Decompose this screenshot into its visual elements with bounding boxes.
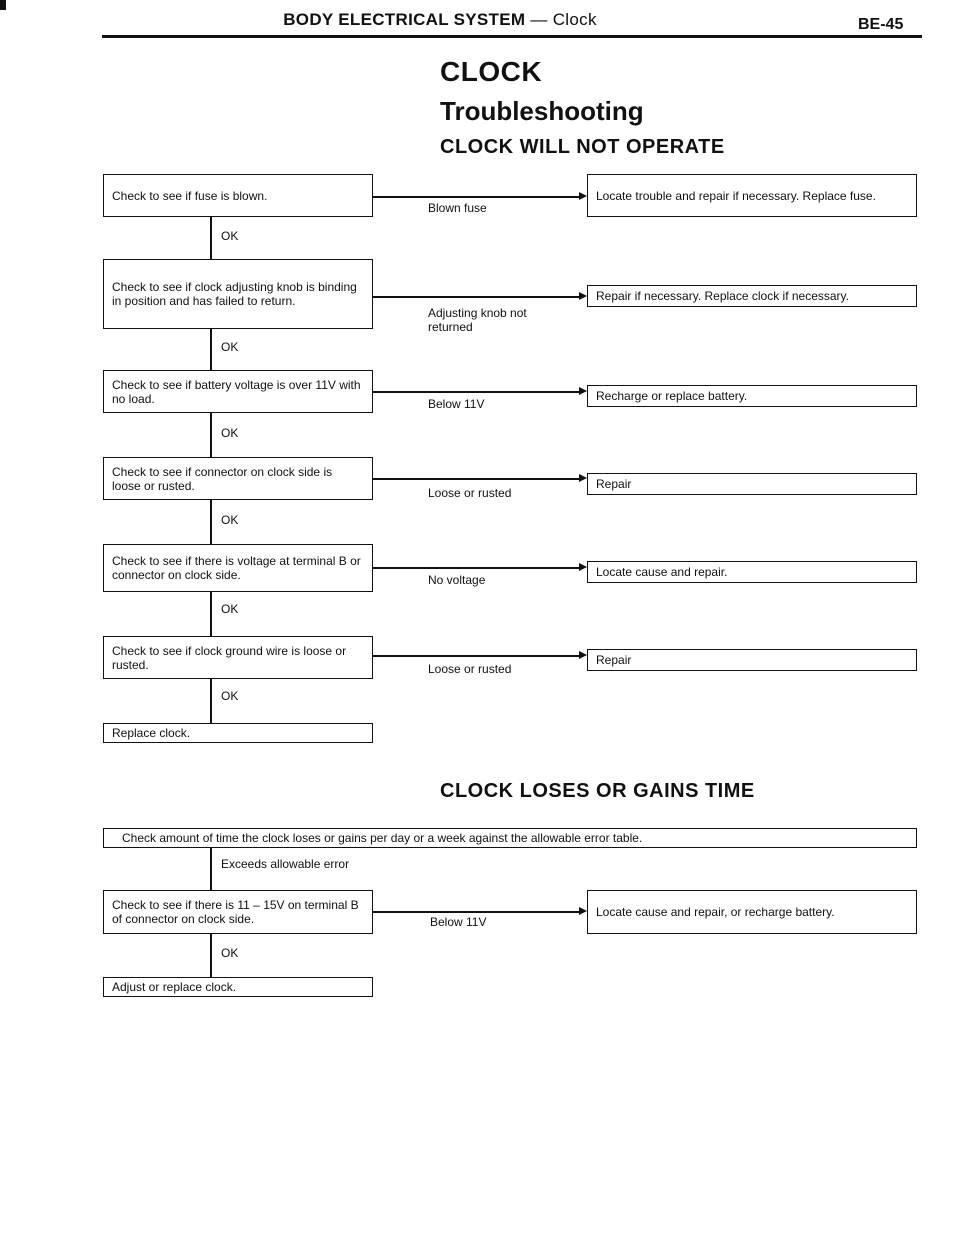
branch-line: [373, 296, 583, 298]
check-text: Check to see if clock adjusting knob is binding in position and has failed to return.: [112, 280, 357, 308]
branch-line: [373, 655, 583, 657]
arrow-icon: [579, 292, 587, 300]
arrow-icon: [579, 563, 587, 571]
action-box-battery: [587, 385, 917, 407]
check-box-ground-wire: [103, 636, 373, 679]
branch-label: Exceeds allowable error: [221, 857, 350, 871]
check-text: Check to see if there is 11 – 15V on terminal B of connector on clock side.: [112, 898, 359, 926]
arrow-icon: [579, 907, 587, 915]
final-box-replace-clock: [103, 723, 373, 743]
condition-label: No voltage: [428, 573, 486, 587]
ok-label: OK: [221, 426, 239, 440]
action-text: Recharge or replace battery.: [596, 389, 748, 403]
flow2-heading: CLOCK LOSES OR GAINS TIME: [440, 780, 755, 802]
ok-connector: [210, 592, 212, 636]
final-text: Adjust or replace clock.: [112, 980, 237, 994]
action-box-adjusting-knob: [587, 285, 917, 307]
ok-connector: [210, 217, 212, 259]
ok-connector: [210, 329, 212, 370]
condition-label: Below 11V: [428, 397, 485, 411]
check-box-terminal-b: [103, 544, 373, 592]
header-rule: [102, 35, 922, 38]
branch-line: [373, 391, 583, 393]
final-text: Replace clock.: [112, 726, 191, 740]
condition-label: Loose or rusted: [428, 662, 512, 676]
header-subsection: Clock: [552, 10, 597, 29]
check-box-battery: [103, 370, 373, 413]
action-box-terminal-b: [587, 561, 917, 583]
page-number: BE-45: [858, 16, 904, 33]
header-dash: —: [530, 10, 548, 29]
header-section: BODY ELECTRICAL SYSTEM: [283, 10, 526, 29]
page-header-title: [180, 10, 700, 30]
check-box-11-15v: [103, 890, 373, 934]
check-text: Check to see if connector on clock side is loose or rusted.: [112, 464, 333, 493]
ok-label: OK: [221, 229, 239, 243]
action-text: Repair if necessary. Replace clock if necessary.: [596, 289, 849, 303]
ok-label: OK: [221, 689, 239, 703]
check-box-fuse: [103, 174, 373, 217]
corner-mark: [0, 0, 6, 10]
check-text: Check to see if clock ground wire is loose or rusted.: [112, 643, 347, 672]
action-box-ground-wire: [587, 649, 917, 671]
ok-connector: [210, 679, 212, 723]
check-text: Check amount of time the clock loses or gains per day or a week against the allowable error table.: [122, 831, 643, 845]
ok-label: OK: [221, 340, 239, 354]
action-text: Repair: [596, 653, 632, 667]
page-subtitle: Troubleshooting: [440, 96, 644, 126]
branch-line: [373, 478, 583, 480]
ok-connector: [210, 500, 212, 544]
check-box-connector: [103, 457, 373, 500]
condition-label: Blown fuse: [428, 201, 487, 215]
ok-connector: [210, 934, 212, 977]
branch-line: [373, 911, 583, 913]
branch-line: [373, 196, 583, 198]
action-box-connector: [587, 473, 917, 495]
ok-label: OK: [221, 513, 239, 527]
action-text: Locate cause and repair.: [596, 565, 728, 579]
check-text: Check to see if battery voltage is over 11V with no load.: [112, 377, 361, 406]
flow1-heading: CLOCK WILL NOT OPERATE: [440, 136, 725, 158]
condition-label: Below 11V: [430, 915, 487, 929]
condition-label: Adjusting knob not returned: [428, 306, 527, 334]
page-title: CLOCK: [440, 56, 543, 87]
action-box-fuse: [587, 174, 917, 217]
action-text: Locate cause and repair, or recharge battery.: [596, 905, 835, 919]
action-box-recharge: [587, 890, 917, 934]
arrow-icon: [579, 192, 587, 200]
arrow-icon: [579, 651, 587, 659]
check-text: Check to see if there is voltage at terminal B or connector on clock side.: [112, 554, 361, 582]
condition-label: Loose or rusted: [428, 486, 512, 500]
ok-label: OK: [221, 602, 239, 616]
arrow-icon: [579, 387, 587, 395]
action-text: Locate trouble and repair if necessary. Replace fuse.: [596, 188, 876, 203]
ok-connector: [210, 413, 212, 457]
arrow-icon: [579, 474, 587, 482]
check-box-adjusting-knob: [103, 259, 373, 329]
check-box-time-error: [103, 828, 917, 848]
check-text: Check to see if fuse is blown.: [112, 188, 268, 203]
branch-connector: [210, 848, 212, 890]
final-box-adjust-replace: [103, 977, 373, 997]
action-text: Repair: [596, 477, 632, 491]
branch-line: [373, 567, 583, 569]
ok-label: OK: [221, 946, 239, 960]
